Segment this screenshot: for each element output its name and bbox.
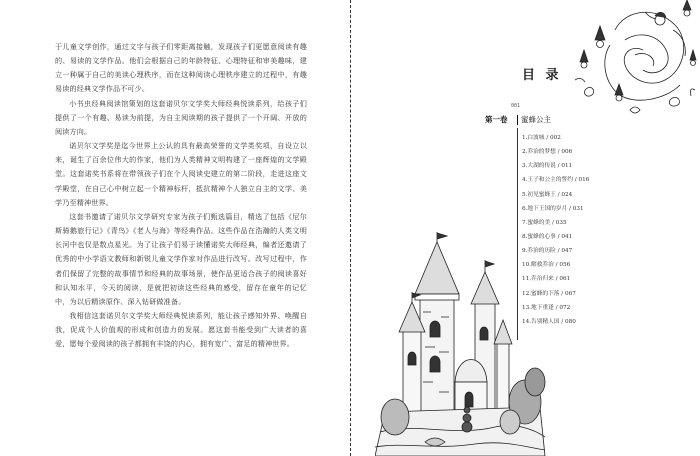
volume-divider (517, 115, 518, 125)
toc-vertical-rule (517, 128, 518, 340)
toc-entry: 4.王子和公主的誓约 / 016 (522, 177, 590, 184)
toc-entry: 6.地下王国的岁月 / 031 (522, 205, 584, 212)
toc-entry: 1.白波城 / 002 (522, 135, 561, 141)
toc-entry: 11.乔治归来 / 061 (522, 276, 571, 283)
toc-entry: 2.乔治的梦想 / 006 (522, 149, 573, 156)
toc-title: 目 录 (522, 68, 562, 83)
toc-entry: 9.乔治的历险 / 047 (522, 248, 573, 255)
toc-entry: 5.初见蜜蜂王 / 024 (522, 191, 573, 198)
preface-paragraph: 小书虫经典阅读馆策划的这套诺贝尔文学奖大师经典悦读系列，给孩子们提供了一个有趣、易读为前提，为自主阅读期的孩子提供了一个开阔、开放的阅读方向。 (55, 98, 307, 136)
volume-title: 蜜蜂公主 (521, 115, 551, 124)
toc-entry: 10.解救乔治 / 056 (522, 262, 571, 269)
volume-label: 第一卷 (485, 115, 508, 124)
toc-list (522, 131, 589, 329)
volume-page-number: 001 (511, 103, 521, 109)
preface-paragraph: 于儿童文学创作，通过文字与孩子们零距离接触，发现孩子们更愿意阅读有趣的、易读的文学作品。他们会根据自己的年龄特征、心理特征和审美趣味，建立一种属于自己的美读心理秩序，而在这种阅读心理秩序建立的过程中，有趣易读的经典文学作品不可少。 (55, 42, 307, 94)
toc-entry: 8.蜜蜂的心事 / 041 (522, 233, 573, 240)
preface-paragraph: 我相信这套诺贝尔文学奖大师经典悦读系列，能让孩子感知外界、唤醒自我，促成个人价值观的形成和创造力的发展。愿这套书能受到广大读者的喜爱，愿每个爱阅读的孩子都拥有丰饶的内心，拥有宽广、富足的精神世界。 (55, 310, 307, 349)
toc-entry: 12.蜜蜂的下落 / 067 (522, 290, 576, 297)
fairy-princess-illustration (555, 0, 700, 120)
toc-entry: 14.告别精人国 / 080 (522, 318, 576, 325)
toc-entry: 3.大湖的传说 / 011 (522, 163, 573, 170)
preface-text (55, 40, 307, 351)
preface-paragraph: 这套书邀请了诺贝尔文学研究专家为孩子们甄选篇目，精选了包括《尼尔斯骑鹅旅行记》《青鸟》《老人与海》等经典作品。这些作品在浩瀚的人类文明长河中也仅是数点星光。为了让孩子们易于读懂诺奖大师经典，编者还邀请了优秀的中小学语文教师和新锐儿童文学作家对作品进行改写。改写过程中，作者们保留了完整的故事情节和经典的故事场景，使作品更适合孩子的阅读喜好和认知水平，今天的阅读，是就把初读这些经典的感受，留存在童年的记忆中，为以后精读原作、深入钻研做准备。 (55, 211, 307, 306)
toc-entry: 13.地下重逢 / 072 (522, 304, 571, 311)
preface-paragraph: 诺贝尔文学奖是迄今世界上公认的具有最高荣誉的文学类奖项，自设立以来，诞生了百余位伟大的作家，他们为人类精神文明构建了一座辉煌的文学殿堂。这套诺奖书系将在带领孩子们在个人阅读史建立的第二阶段，走进这座文学殿堂，在自己心中树立起一个精神标杆，抵抗精神个人独立自主的文学、美学乃至精神世界。 (55, 141, 307, 207)
toc-entry: 7.蜜蜂的美 / 035 (522, 219, 567, 226)
page-spine-divider (350, 0, 351, 456)
